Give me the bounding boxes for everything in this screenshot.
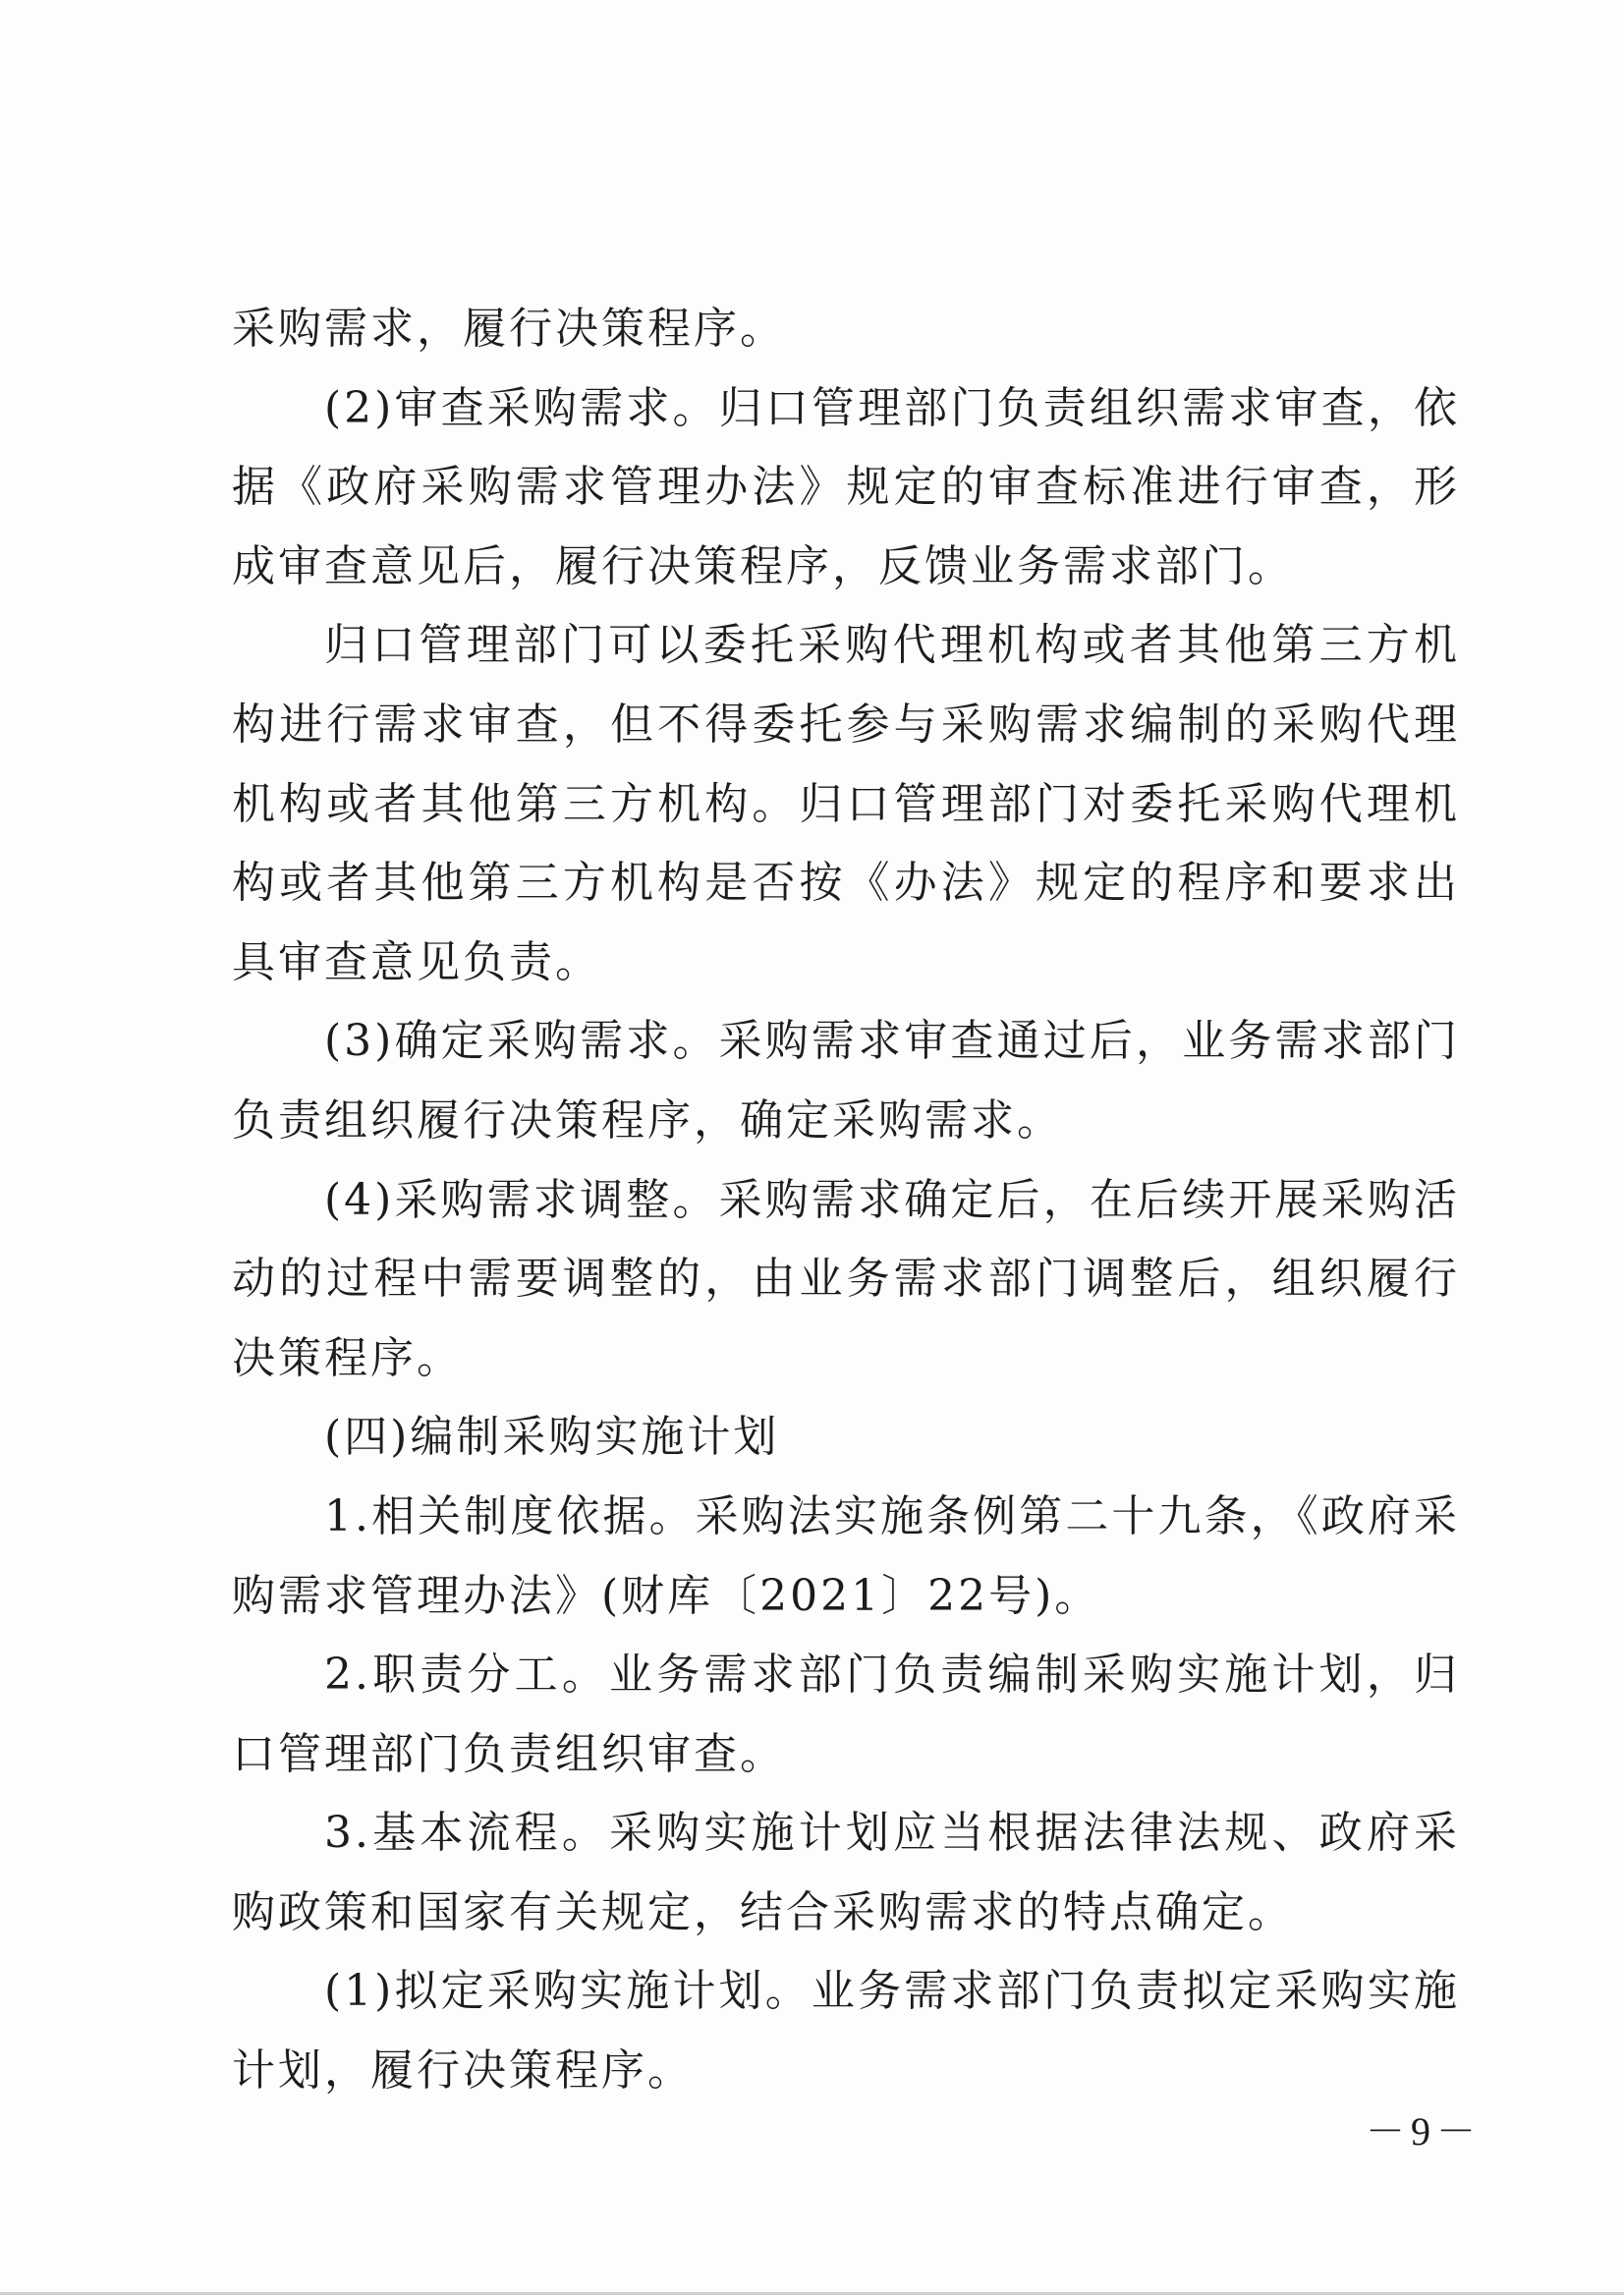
paragraph: (3)确定采购需求。采购需求审查通过后，业务需求部门负责组织履行决策程序，确定采购需求。: [232, 1016, 1460, 1146]
paragraph: (4)采购需求调整。采购需求确定后，在后续开展采购活动的过程中需要调整的，由业务需求部门调整后，组织履行决策程序。: [232, 1174, 1460, 1383]
paragraph: 归口管理部门可以委托采购代理机构或者其他第三方机构进行需求审查，但不得委托参与采购需求编制的采购代理机构或者其他第三方机构。归口管理部门对委托采购代理机构或者其他第三方机构是否按《办法》规定的程序和要求出具审查意见负责。: [232, 620, 1460, 987]
paragraph: (1)拟定采购实施计划。业务需求部门负责拟定采购实施计划，履行决策程序。: [232, 1966, 1460, 2097]
section-heading: (四)编制采购实施计划: [324, 1412, 780, 1463]
paragraph: 2.职责分工。业务需求部门负责编制采购实施计划，归口管理部门负责组织审查。: [232, 1650, 1460, 1779]
paragraph: 3.基本流程。采购实施计划应当根据法律法规、政府采购政策和国家有关规定，结合采购需求的特点确定。: [232, 1808, 1460, 1937]
paragraph: 1.相关制度依据。采购法实施条例第二十九条，《政府采购需求管理办法》(财库〔2021〕22号)。: [232, 1490, 1460, 1621]
document-body: [232, 290, 1460, 2111]
paragraph: 采购需求，履行决策程序。: [232, 304, 786, 354]
paragraph: (2)审查采购需求。归口管理部门负责组织需求审查，依据《政府采购需求管理办法》规定的审查标准进行审查，形成审查意见后，履行决策程序，反馈业务需求部门。: [232, 382, 1460, 591]
page-number: －9－: [1366, 2109, 1482, 2154]
